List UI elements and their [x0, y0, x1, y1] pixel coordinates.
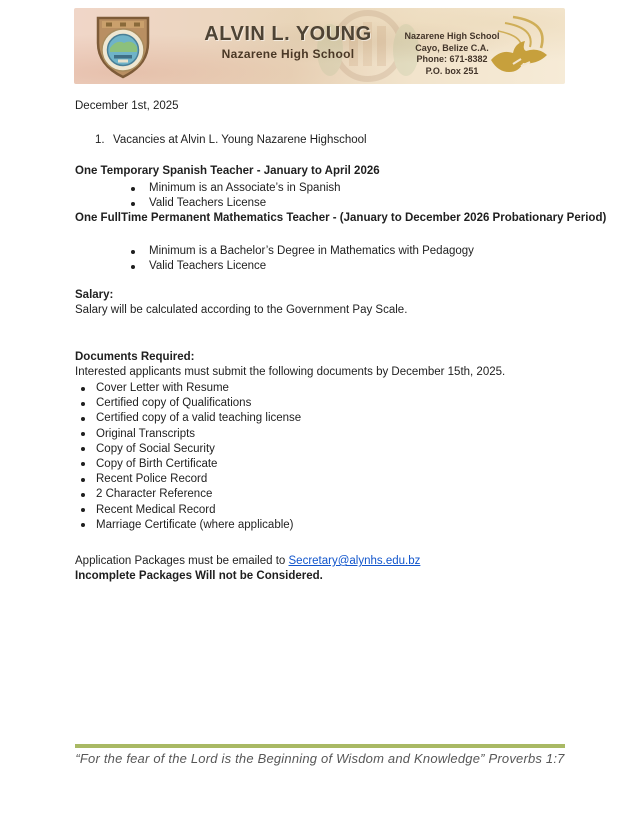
document-list-item: [81, 503, 301, 518]
position-1-bullet-1: [131, 181, 341, 197]
gold-dove-flame-icon: [483, 12, 563, 80]
document-list-item: [81, 381, 301, 396]
vacancy-list-item: [95, 133, 367, 149]
letter-date: December 1st, 2025: [75, 100, 179, 112]
incomplete-warning: Incomplete Packages Will not be Considered.: [75, 570, 323, 582]
document-item-text: 2 Character Reference: [96, 488, 213, 501]
school-shield-logo-icon: [94, 13, 152, 79]
salary-text: Salary will be calculated according to the Government Pay Scale.: [75, 304, 408, 316]
application-email-link[interactable]: Secretary@alynhs.edu.bz: [288, 555, 421, 567]
footer-scripture-quote: “For the fear of the Lord is the Beginning of Wisdom and Knowledge” Proverbs 1:7: [75, 751, 565, 766]
school-letterhead-banner: [74, 8, 565, 84]
bullet-dot-icon: [81, 523, 85, 527]
document-item-text: Certified copy of a valid teaching license: [96, 412, 302, 425]
bullet-dot-icon: [81, 432, 85, 436]
document-list-item: [81, 442, 301, 457]
contact-line-phone: Phone: 671-8382: [416, 54, 488, 64]
bullet-text: Valid Teachers License: [149, 197, 267, 209]
documents-intro: Interested applicants must submit the following documents by December 15th, 2025.: [75, 366, 506, 378]
position-1-bullet-2: [131, 196, 266, 212]
documents-list: [81, 381, 301, 533]
bullet-dot-icon: [81, 508, 85, 512]
position-2-bullet-1: [131, 244, 474, 260]
bullet-text: Valid Teachers Licence: [149, 260, 267, 272]
school-name-subtitle: Nazarene High School: [221, 47, 355, 61]
bullet-dot-icon: [81, 478, 85, 482]
bullet-dot-icon: [131, 202, 135, 206]
document-list-item: [81, 457, 301, 472]
bullet-text: Minimum is an Associate’s in Spanish: [149, 182, 341, 194]
bullet-dot-icon: [131, 187, 135, 191]
document-item-text: Copy of Social Security: [96, 442, 215, 455]
bullet-dot-icon: [81, 402, 85, 406]
position-2-heading: One FullTime Permanent Mathematics Teacher - (January to December 2026 Probationary Period): [75, 212, 607, 224]
document-item-text: Copy of Birth Certificate: [96, 457, 218, 470]
contact-line-location: Cayo, Belize C.A.: [415, 42, 489, 53]
document-item-text: Cover Letter with Resume: [96, 382, 229, 394]
document-list-item: [81, 472, 301, 487]
bullet-dot-icon: [131, 265, 135, 269]
document-list-item: [81, 487, 301, 502]
application-text: Application Packages must be emailed to: [75, 555, 289, 567]
vacancy-item-text: Vacancies at Alvin L. Young Nazarene Highschool: [113, 134, 367, 146]
document-item-text: Marriage Certificate (where applicable): [96, 518, 294, 531]
school-name: ALVIN L. YOUNG: [204, 23, 372, 45]
bullet-dot-icon: [81, 417, 85, 421]
vacancy-item-number: 1.: [95, 134, 105, 146]
document-item-text: Recent Police Record: [96, 473, 208, 486]
document-item-text: Original Transcripts: [96, 427, 196, 440]
salary-heading: Salary:: [75, 289, 114, 301]
documents-required-heading: Documents Required:: [75, 351, 195, 363]
bullet-dot-icon: [131, 250, 135, 254]
footer-divider-rule: [75, 744, 565, 748]
document-list-item: [81, 396, 301, 411]
document-item-text: Certified copy of Qualifications: [96, 397, 252, 410]
document-list-item: [81, 411, 301, 426]
bullet-dot-icon: [81, 387, 85, 391]
bullet-dot-icon: [81, 462, 85, 466]
document-list-item: [81, 427, 301, 442]
document-item-text: Recent Medical Record: [96, 503, 216, 516]
bullet-dot-icon: [81, 493, 85, 497]
contact-line-school: Nazarene High School: [404, 31, 500, 41]
bullet-text: Minimum is a Bachelor’s Degree in Mathematics with Pedagogy: [149, 245, 474, 257]
bullet-dot-icon: [81, 447, 85, 451]
school-name-block: [162, 23, 414, 61]
document-list-item: [81, 518, 301, 533]
contact-line-pobox: P.O. box 251: [425, 65, 479, 76]
application-instructions: [75, 554, 420, 570]
position-2-bullet-2: [131, 259, 266, 275]
position-1-heading: One Temporary Spanish Teacher - January to April 2026: [75, 165, 380, 177]
